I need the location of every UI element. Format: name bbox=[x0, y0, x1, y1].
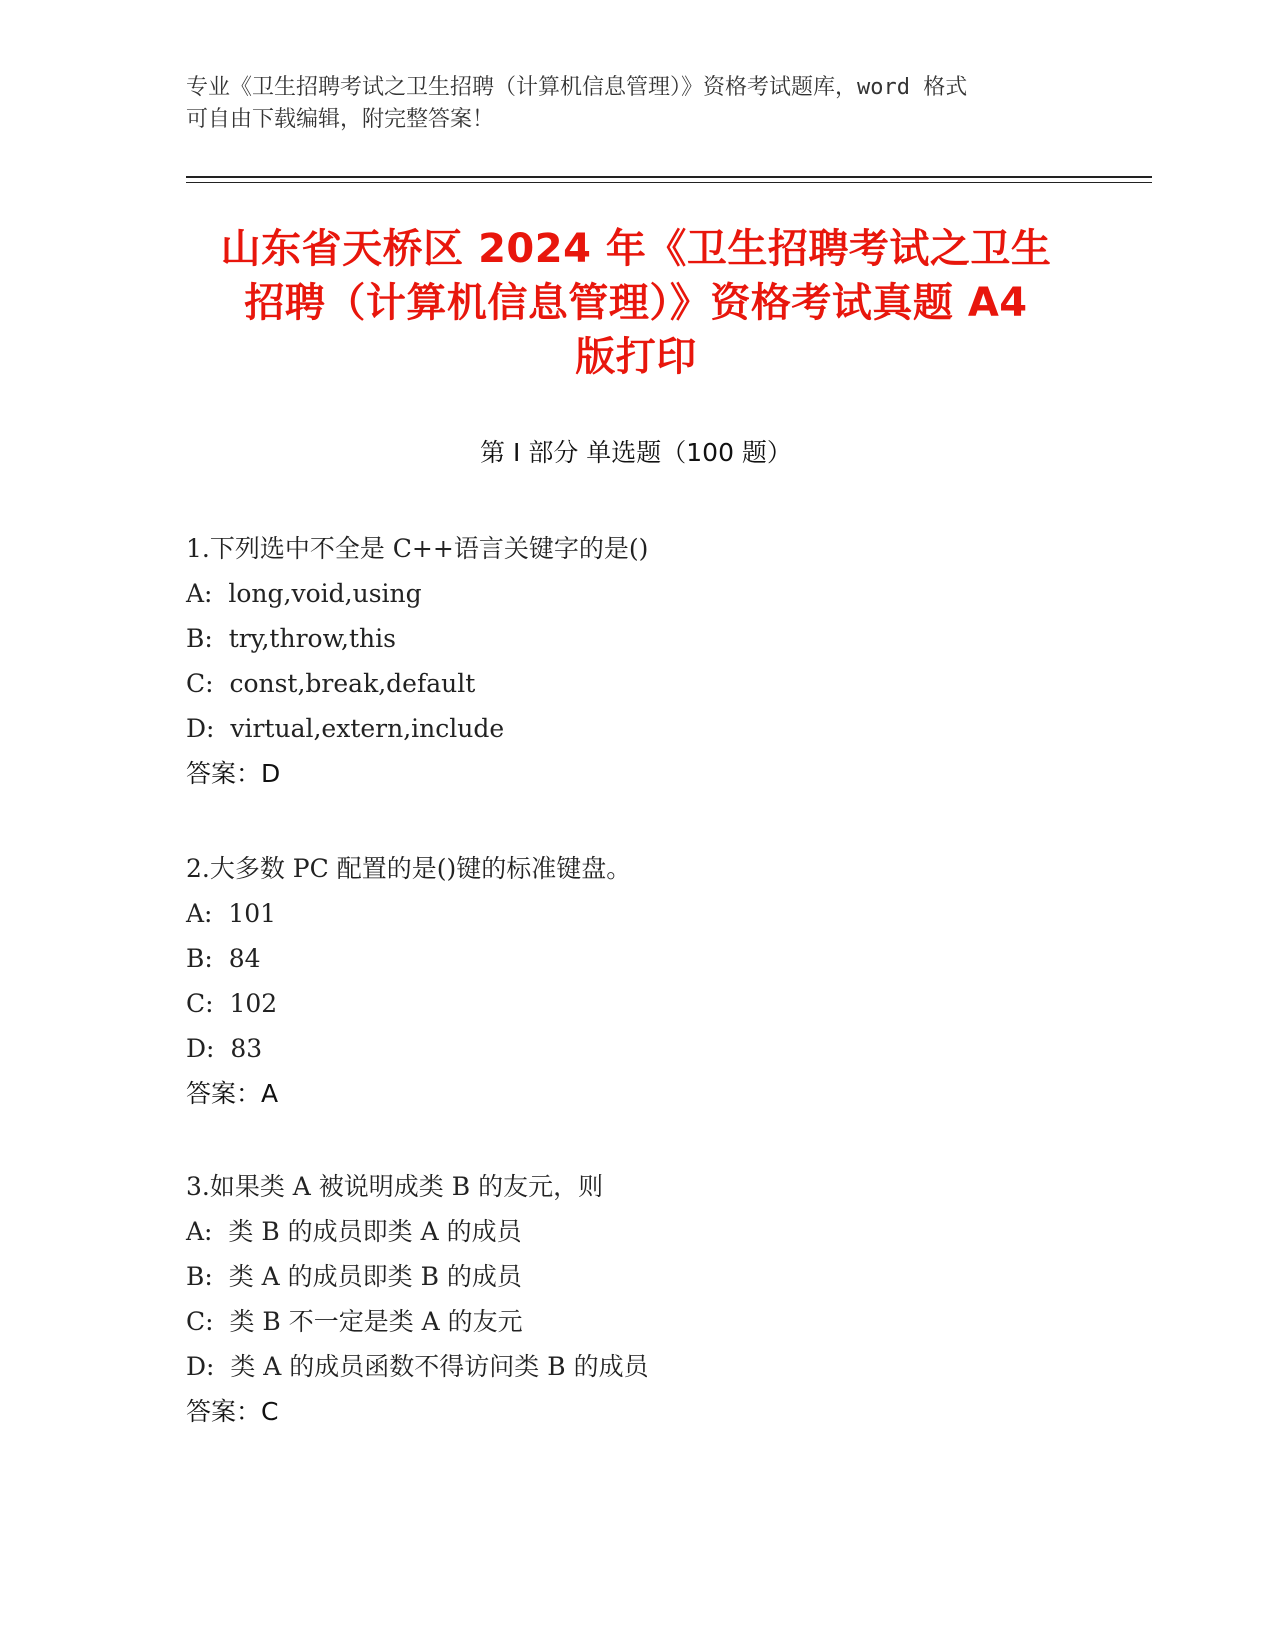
section-heading: 第 I 部分 单选题（100 题） bbox=[480, 438, 792, 467]
option-d: D: 类 A 的成员函数不得访问类 B 的成员 bbox=[186, 1352, 649, 1381]
option-b: B: 类 A 的成员即类 B 的成员 bbox=[186, 1262, 522, 1291]
answer-text: 答案：C bbox=[186, 1397, 279, 1426]
document-title bbox=[176, 222, 1096, 384]
header-note bbox=[186, 72, 1066, 136]
option-a: A: 101 bbox=[186, 899, 277, 928]
question-stem: 1.下列选中不全是 C++语言关键字的是() bbox=[186, 534, 649, 563]
option-b: B: try,throw,this bbox=[186, 624, 396, 653]
header-note-line-2: 可自由下载编辑，附完整答案！ bbox=[186, 107, 495, 132]
answer-text: 答案：A bbox=[186, 1079, 279, 1108]
option-d: D: virtual,extern,include bbox=[186, 714, 505, 743]
document-title-line-3: 版打印 bbox=[575, 334, 697, 380]
option-c: C: 102 bbox=[186, 989, 278, 1018]
option-c: C: 类 B 不一定是类 A 的友元 bbox=[186, 1307, 523, 1336]
question-3 bbox=[186, 1164, 1086, 1434]
header-divider-thin bbox=[186, 182, 1152, 183]
option-a: A: 类 B 的成员即类 A 的成员 bbox=[186, 1217, 522, 1246]
option-d: D: 83 bbox=[186, 1034, 263, 1063]
option-c: C: const,break,default bbox=[186, 669, 476, 698]
option-a: A: long,void,using bbox=[186, 579, 422, 608]
header-note-line-1: 专业《卫生招聘考试之卫生招聘（计算机信息管理）》资格考试题库，word 格式 bbox=[186, 75, 968, 100]
option-b: B: 84 bbox=[186, 944, 261, 973]
question-2 bbox=[186, 846, 1086, 1116]
document-title-line-1: 山东省天桥区 2024 年《卫生招聘考试之卫生 bbox=[220, 226, 1052, 272]
document-title-line-2: 招聘（计算机信息管理）》资格考试真题 A4 bbox=[244, 280, 1028, 326]
question-1 bbox=[186, 526, 1086, 796]
answer-text: 答案：D bbox=[186, 759, 281, 788]
question-stem: 2.大多数 PC 配置的是()键的标准键盘。 bbox=[186, 854, 632, 883]
header-divider-thick bbox=[186, 176, 1152, 178]
question-stem: 3.如果类 A 被说明成类 B 的友元，则 bbox=[186, 1172, 604, 1201]
